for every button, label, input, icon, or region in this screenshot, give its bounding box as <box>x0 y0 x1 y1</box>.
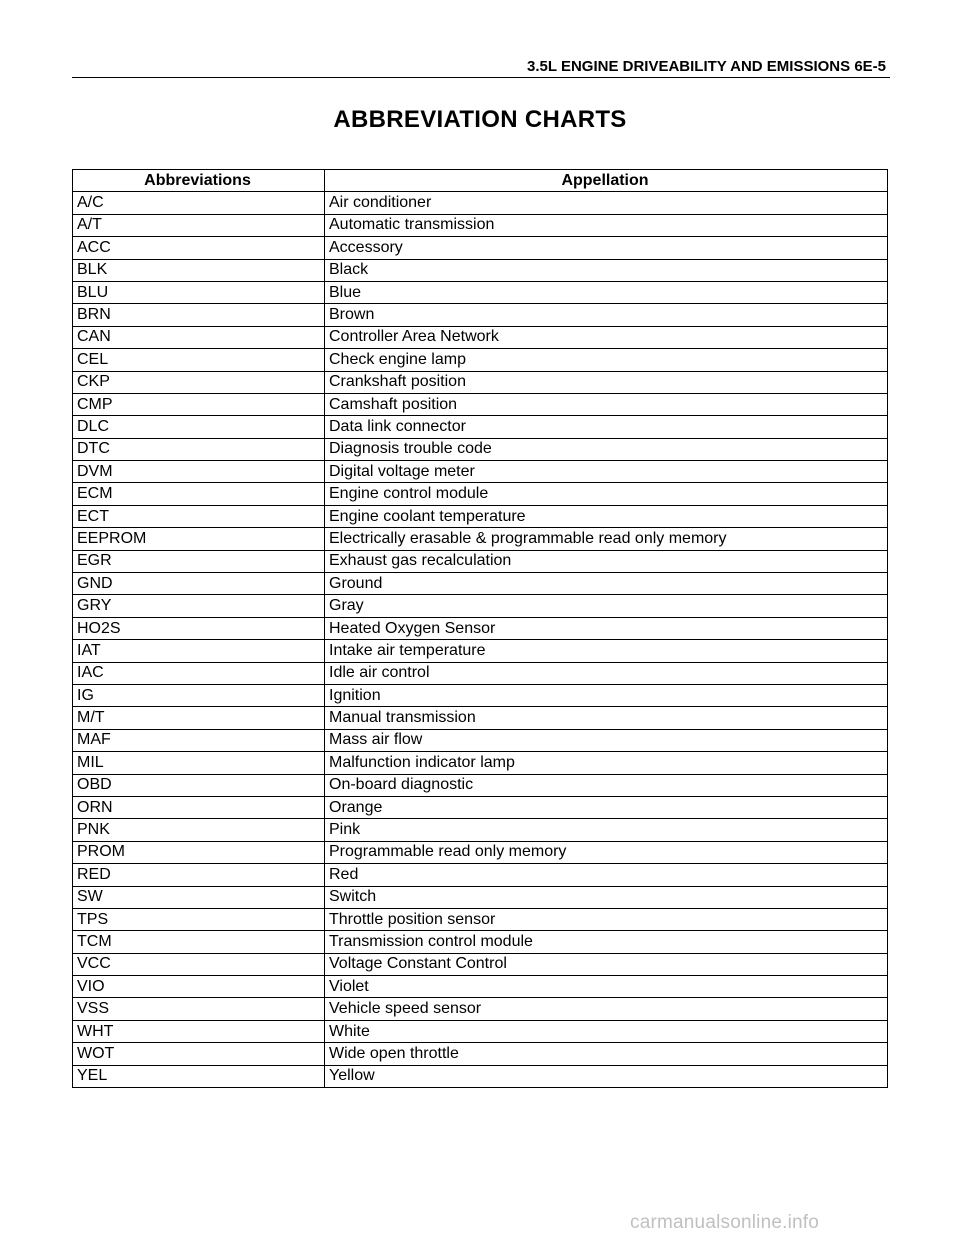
table-row <box>73 595 888 617</box>
appellation-cell: Automatic transmission <box>325 214 888 236</box>
appellation-cell: Programmable read only memory <box>325 841 888 863</box>
abbreviation-cell: DVM <box>73 461 325 483</box>
table-row <box>73 931 888 953</box>
abbreviation-cell: MIL <box>73 752 325 774</box>
appellation-cell: Voltage Constant Control <box>325 953 888 975</box>
appellation-cell: Yellow <box>325 1065 888 1087</box>
abbreviation-cell: ECT <box>73 505 325 527</box>
table-row <box>73 550 888 572</box>
column-header-appellation: Appellation <box>325 170 888 192</box>
abbreviation-cell: TCM <box>73 931 325 953</box>
abbreviation-cell: WHT <box>73 1020 325 1042</box>
abbreviation-cell: EGR <box>73 550 325 572</box>
table-row <box>73 617 888 639</box>
table-row <box>73 393 888 415</box>
appellation-cell: Engine coolant temperature <box>325 505 888 527</box>
appellation-cell: Intake air temperature <box>325 640 888 662</box>
table-row <box>73 573 888 595</box>
abbreviation-cell: BLU <box>73 281 325 303</box>
appellation-cell: Blue <box>325 281 888 303</box>
page-title: ABBREVIATION CHARTS <box>333 106 627 133</box>
table-row <box>73 707 888 729</box>
abbreviation-cell: PNK <box>73 819 325 841</box>
appellation-cell: White <box>325 1020 888 1042</box>
table-row <box>73 864 888 886</box>
appellation-cell: Crankshaft position <box>325 371 888 393</box>
table-row <box>73 281 888 303</box>
table-header-row <box>73 170 888 192</box>
abbreviation-table <box>72 169 888 1088</box>
table-row <box>73 796 888 818</box>
appellation-cell: Exhaust gas recalculation <box>325 550 888 572</box>
appellation-cell: Switch <box>325 886 888 908</box>
table-row <box>73 640 888 662</box>
table-row <box>73 1065 888 1087</box>
abbreviation-cell: BRN <box>73 304 325 326</box>
table-row <box>73 953 888 975</box>
appellation-cell: Brown <box>325 304 888 326</box>
abbreviation-cell: WOT <box>73 1043 325 1065</box>
appellation-cell: Black <box>325 259 888 281</box>
abbreviation-cell: CKP <box>73 371 325 393</box>
table-row <box>73 349 888 371</box>
table-row <box>73 1020 888 1042</box>
abbreviation-cell: VIO <box>73 976 325 998</box>
table-row <box>73 237 888 259</box>
abbreviation-cell: VCC <box>73 953 325 975</box>
table-row <box>73 752 888 774</box>
abbreviation-cell: HO2S <box>73 617 325 639</box>
appellation-cell: Manual transmission <box>325 707 888 729</box>
abbreviation-cell: IAC <box>73 662 325 684</box>
abbreviation-cell: RED <box>73 864 325 886</box>
abbreviation-cell: GND <box>73 573 325 595</box>
table-row <box>73 505 888 527</box>
abbreviation-cell: YEL <box>73 1065 325 1087</box>
table-row <box>73 304 888 326</box>
appellation-cell: Accessory <box>325 237 888 259</box>
appellation-cell: Red <box>325 864 888 886</box>
abbreviation-cell: ACC <box>73 237 325 259</box>
table-row <box>73 214 888 236</box>
table-row <box>73 192 888 214</box>
table-body <box>73 192 888 1088</box>
table-row <box>73 461 888 483</box>
table-row <box>73 729 888 751</box>
abbreviation-cell: CEL <box>73 349 325 371</box>
table-row <box>73 662 888 684</box>
abbreviation-cell: CAN <box>73 326 325 348</box>
table-row <box>73 371 888 393</box>
abbreviation-cell: A/C <box>73 192 325 214</box>
abbreviation-cell: VSS <box>73 998 325 1020</box>
table-row <box>73 976 888 998</box>
appellation-cell: Malfunction indicator lamp <box>325 752 888 774</box>
abbreviation-cell: MAF <box>73 729 325 751</box>
abbreviation-cell: OBD <box>73 774 325 796</box>
table-row <box>73 774 888 796</box>
abbreviation-cell: M/T <box>73 707 325 729</box>
appellation-cell: Camshaft position <box>325 393 888 415</box>
abbreviation-cell: SW <box>73 886 325 908</box>
table-row <box>73 483 888 505</box>
abbreviation-cell: CMP <box>73 393 325 415</box>
appellation-cell: Digital voltage meter <box>325 461 888 483</box>
appellation-cell: Ignition <box>325 684 888 706</box>
abbreviation-cell: BLK <box>73 259 325 281</box>
appellation-cell: Controller Area Network <box>325 326 888 348</box>
page-header: 3.5L ENGINE DRIVEABILITY AND EMISSIONS 6E-5 <box>527 58 886 75</box>
appellation-cell: Heated Oxygen Sensor <box>325 617 888 639</box>
table-row <box>73 684 888 706</box>
table-row <box>73 841 888 863</box>
header-rule <box>72 77 890 78</box>
appellation-cell: Transmission control module <box>325 931 888 953</box>
abbreviation-cell: IAT <box>73 640 325 662</box>
abbreviation-cell: ORN <box>73 796 325 818</box>
appellation-cell: Gray <box>325 595 888 617</box>
table-row <box>73 528 888 550</box>
column-header-abbreviations: Abbreviations <box>73 170 325 192</box>
abbreviation-cell: TPS <box>73 908 325 930</box>
table-row <box>73 326 888 348</box>
appellation-cell: Orange <box>325 796 888 818</box>
abbreviation-cell: GRY <box>73 595 325 617</box>
abbreviation-cell: DLC <box>73 416 325 438</box>
table-row <box>73 1043 888 1065</box>
appellation-cell: Idle air control <box>325 662 888 684</box>
appellation-cell: Mass air flow <box>325 729 888 751</box>
watermark: carmanualsonline.info <box>630 1212 820 1233</box>
appellation-cell: Diagnosis trouble code <box>325 438 888 460</box>
table-row <box>73 416 888 438</box>
table-row <box>73 908 888 930</box>
appellation-cell: Data link connector <box>325 416 888 438</box>
appellation-cell: Pink <box>325 819 888 841</box>
appellation-cell: On-board diagnostic <box>325 774 888 796</box>
table-row <box>73 998 888 1020</box>
appellation-cell: Violet <box>325 976 888 998</box>
abbreviation-cell: DTC <box>73 438 325 460</box>
abbreviation-cell: IG <box>73 684 325 706</box>
abbreviation-cell: A/T <box>73 214 325 236</box>
abbreviation-cell: PROM <box>73 841 325 863</box>
appellation-cell: Ground <box>325 573 888 595</box>
appellation-cell: Electrically erasable & programmable read only memory <box>325 528 888 550</box>
appellation-cell: Vehicle speed sensor <box>325 998 888 1020</box>
appellation-cell: Check engine lamp <box>325 349 888 371</box>
table-row <box>73 438 888 460</box>
abbreviation-cell: ECM <box>73 483 325 505</box>
appellation-cell: Wide open throttle <box>325 1043 888 1065</box>
abbreviation-cell: EEPROM <box>73 528 325 550</box>
table-row <box>73 886 888 908</box>
appellation-cell: Throttle position sensor <box>325 908 888 930</box>
appellation-cell: Engine control module <box>325 483 888 505</box>
table-row <box>73 259 888 281</box>
table-row <box>73 819 888 841</box>
appellation-cell: Air conditioner <box>325 192 888 214</box>
